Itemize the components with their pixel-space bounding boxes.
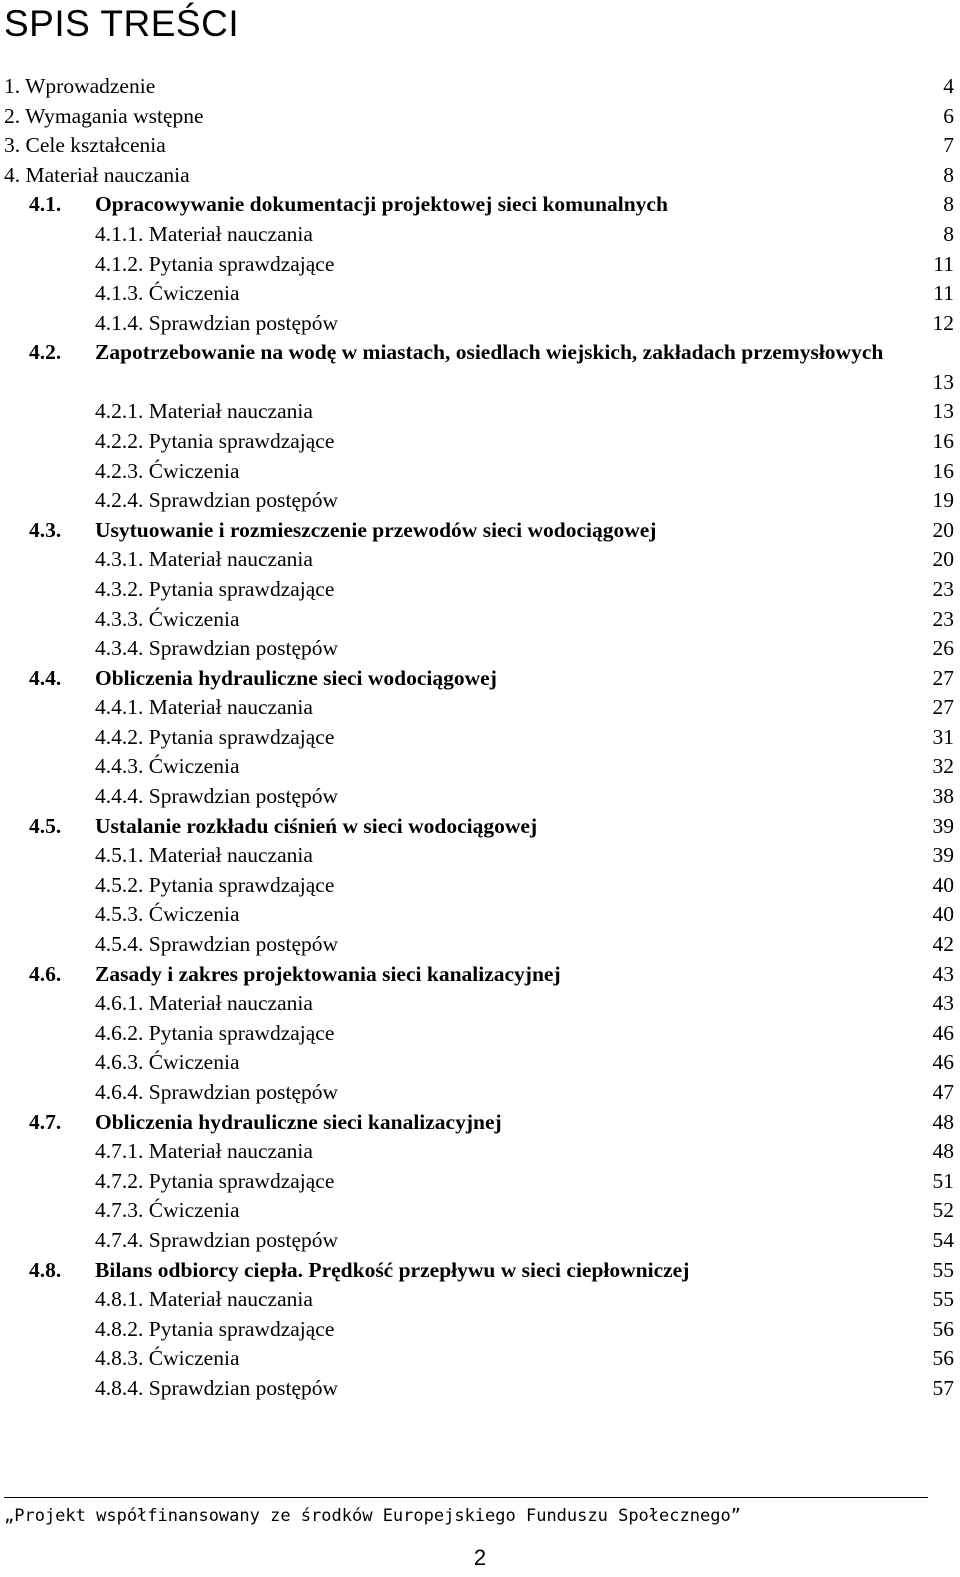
toc-entry: [0, 900, 960, 930]
toc-entry-title: 4.5.4. Sprawdzian postępów: [95, 932, 339, 957]
footer-divider: [4, 1497, 928, 1498]
toc-entry: [0, 545, 960, 575]
toc-entry: [0, 989, 960, 1019]
toc-entry-title: 4.4.4. Sprawdzian postępów: [95, 784, 339, 809]
page-number: 2: [473, 1545, 487, 1570]
toc-entry: [0, 1256, 960, 1286]
toc-entry: [0, 1137, 960, 1167]
toc-entry-page: 8: [943, 221, 954, 246]
page-title: SPIS TREŚCI: [4, 3, 240, 44]
toc-entry-title: 4. Materiał nauczania: [4, 162, 190, 187]
toc-entry-title: 4.8.3. Ćwiczenia: [95, 1346, 240, 1371]
toc-entry-page: 11: [933, 281, 954, 306]
toc-entry: [0, 1048, 960, 1078]
toc-entry-page: 20: [932, 547, 954, 572]
footer-text: „Projekt współfinansowany ze środków Europejskiego Funduszu Społecznego”: [4, 1506, 741, 1526]
toc-entry-title: 4.3.3. Ćwiczenia: [95, 606, 240, 631]
toc-entry-number: 4.1.: [29, 192, 62, 217]
toc-entry-title: Obliczenia hydrauliczne sieci wodociągowej: [95, 665, 497, 690]
toc-entry-title: 4.5.3. Ćwiczenia: [95, 902, 240, 927]
toc-entry-page: 54: [932, 1227, 954, 1252]
toc-entry-page: 48: [932, 1139, 954, 1164]
toc-entry-page: 39: [932, 843, 954, 868]
toc-entry-title: 4.5.2. Pytania sprawdzające: [95, 872, 335, 897]
toc-entry: [0, 72, 960, 102]
toc-entry-page: 27: [932, 695, 954, 720]
toc-entry-title: 4.4.3. Ćwiczenia: [95, 754, 240, 779]
toc-entry-page: 4: [943, 74, 954, 98]
toc-entry-page: 56: [932, 1316, 954, 1341]
toc-entry-page: 56: [932, 1346, 954, 1371]
toc-entry-page: 31: [932, 724, 954, 749]
toc-entry-title: 4.7.2. Pytania sprawdzające: [95, 1168, 335, 1193]
toc-entry-page: 52: [932, 1198, 954, 1223]
toc-entry-title: 4.6.2. Pytania sprawdzające: [95, 1020, 335, 1045]
toc-entry: [0, 930, 960, 960]
toc-entry: [0, 752, 960, 782]
toc-entry-title: 4.1.3. Ćwiczenia: [95, 281, 240, 306]
toc-entry: [0, 841, 960, 871]
toc-entry: [0, 782, 960, 812]
toc-entry-title: 4.2.3. Ćwiczenia: [95, 458, 240, 483]
toc-entry-number: 4.2.: [29, 340, 62, 365]
toc-entry-title: 4.4.2. Pytania sprawdzające: [95, 724, 335, 749]
toc-entry-title: 1. Wprowadzenie: [4, 74, 156, 98]
toc-entry: [0, 220, 960, 250]
toc-entry-page: 55: [932, 1257, 954, 1282]
toc-entry-page: 40: [932, 872, 954, 897]
toc-entry-title: 4.8.1. Materiał nauczania: [95, 1287, 313, 1312]
toc-entry-page: 19: [932, 488, 954, 513]
toc-entry-title: 3. Cele kształcenia: [4, 133, 166, 158]
toc-entry-title: 4.7.1. Materiał nauczania: [95, 1139, 313, 1164]
toc-entry-page: 51: [932, 1168, 954, 1193]
toc-entry-title: 4.6.3. Ćwiczenia: [95, 1050, 240, 1075]
toc-entry: [0, 427, 960, 457]
toc-entry: [0, 102, 960, 132]
toc-entry-page: 26: [932, 636, 954, 661]
toc-entry-page: 8: [943, 162, 954, 187]
toc-entry: [0, 1196, 960, 1226]
toc-entry: [0, 693, 960, 723]
toc-entry-number: 4.7.: [29, 1109, 62, 1134]
toc-entry-title: 4.7.4. Sprawdzian postępów: [95, 1227, 339, 1252]
toc-entry-page: 46: [932, 1050, 954, 1075]
toc-entry-page: 57: [932, 1375, 954, 1400]
toc-entry: [0, 516, 960, 546]
toc-entry-page: 6: [943, 103, 954, 128]
toc-entry: [0, 397, 960, 427]
toc-entry-page: 32: [932, 754, 954, 779]
toc-entry-page: 8: [943, 192, 954, 217]
toc-entry-page: 16: [932, 458, 954, 483]
toc-entry-title: 4.1.4. Sprawdzian postępów: [95, 310, 339, 335]
toc-entry: [0, 1167, 960, 1197]
toc-entry-title: 4.2.1. Materiał nauczania: [95, 399, 313, 424]
toc-entry-number: 4.5.: [29, 813, 62, 838]
toc-entry: [0, 1226, 960, 1256]
toc-entry: [0, 664, 960, 694]
toc-entry: [0, 871, 960, 901]
toc-entry: [0, 575, 960, 605]
toc-entry: [0, 1108, 960, 1138]
toc-entry-page: 43: [932, 961, 954, 986]
toc-entry-page: 23: [932, 576, 954, 601]
toc-entry: [0, 457, 960, 487]
toc-entry: [0, 1374, 960, 1404]
toc-entry-title: 4.8.2. Pytania sprawdzające: [95, 1316, 335, 1341]
toc-entry-title: Usytuowanie i rozmieszczenie przewodów sieci wodociągowej: [95, 517, 657, 542]
toc-entry-page: 46: [932, 1020, 954, 1045]
toc-entry: [0, 1019, 960, 1049]
toc-entry-title: Bilans odbiorcy ciepła. Prędkość przepływu w sieci ciepłowniczej: [95, 1257, 690, 1282]
toc-entry: [0, 634, 960, 664]
toc-entry-title: Zasady i zakres projektowania sieci kanalizacyjnej: [95, 961, 561, 986]
toc-entry: [0, 338, 960, 397]
toc-entry-page: 16: [932, 428, 954, 453]
toc-entry: [0, 486, 960, 516]
toc-entry-title: Ustalanie rozkładu ciśnień w sieci wodociągowej: [95, 813, 538, 838]
toc-entry-page: 40: [932, 902, 954, 927]
toc-entry-title: 4.3.1. Materiał nauczania: [95, 547, 313, 572]
toc-entry-title: 4.4.1. Materiał nauczania: [95, 695, 313, 720]
toc-entry-title: 4.6.1. Materiał nauczania: [95, 991, 313, 1016]
toc-entry-number: 4.3.: [29, 517, 62, 542]
toc-entry-page: 48: [932, 1109, 954, 1134]
toc-entry-page: 27: [932, 665, 954, 690]
toc-entry-number: 4.6.: [29, 961, 62, 986]
toc-entry-page: 42: [932, 932, 954, 957]
toc-entry-title: 4.1.2. Pytania sprawdzające: [95, 251, 335, 276]
toc-entry: [0, 161, 960, 191]
toc-entry: [0, 1078, 960, 1108]
toc-entry: [0, 1315, 960, 1345]
toc-entry-page: 20: [932, 517, 954, 542]
toc-entry: [0, 309, 960, 339]
toc-entry-title: 2. Wymagania wstępne: [4, 103, 204, 128]
toc-entry-page: 38: [932, 784, 954, 809]
toc-entry-page: 39: [932, 813, 954, 838]
toc-entry: [0, 605, 960, 635]
toc-entry-title: Obliczenia hydrauliczne sieci kanalizacyjnej: [95, 1109, 502, 1134]
toc-entry-page: 55: [932, 1287, 954, 1312]
toc-entry: [0, 1285, 960, 1315]
toc-entry: [0, 190, 960, 220]
toc-entry-title: 4.2.4. Sprawdzian postępów: [95, 488, 339, 513]
toc-entry-number: 4.4.: [29, 665, 62, 690]
toc-entry: [0, 960, 960, 990]
toc-entry-page: 23: [932, 606, 954, 631]
toc-entry: [0, 1344, 960, 1374]
toc-entry-title: 4.3.2. Pytania sprawdzające: [95, 576, 335, 601]
toc-entry: [0, 723, 960, 753]
toc-entry-number: 4.8.: [29, 1257, 62, 1282]
toc-entry-title: Opracowywanie dokumentacji projektowej sieci komunalnych: [95, 192, 668, 217]
toc-entry: [0, 279, 960, 309]
toc-entry-page: 13: [932, 399, 954, 424]
toc-entry-title: 4.1.1. Materiał nauczania: [95, 221, 313, 246]
toc-entry-title: 4.5.1. Materiał nauczania: [95, 843, 313, 868]
toc-entry: [0, 131, 960, 161]
toc-entry-page: 47: [932, 1080, 954, 1104]
toc-entry-title: 4.6.4. Sprawdzian postępów: [95, 1080, 339, 1104]
toc-entry-page: 11: [933, 251, 954, 276]
toc-entry-title: Zapotrzebowanie na wodę w miastach, osiedlach wiejskich, zakładach przemysłowych: [95, 340, 884, 365]
toc-entry-title: 4.8.4. Sprawdzian postępów: [95, 1375, 339, 1400]
toc-entry-page: 12: [932, 310, 954, 335]
toc-entry: [0, 250, 960, 280]
toc-entry-page: 43: [932, 991, 954, 1016]
toc-entry-title: 4.7.3. Ćwiczenia: [95, 1198, 240, 1223]
table-of-contents: [0, 72, 960, 1404]
toc-entry-title: 4.3.4. Sprawdzian postępów: [95, 636, 339, 661]
toc-entry: [0, 812, 960, 842]
toc-entry-page: 13: [932, 369, 954, 394]
toc-entry-page: 7: [943, 133, 954, 158]
toc-entry-title: 4.2.2. Pytania sprawdzające: [95, 428, 335, 453]
